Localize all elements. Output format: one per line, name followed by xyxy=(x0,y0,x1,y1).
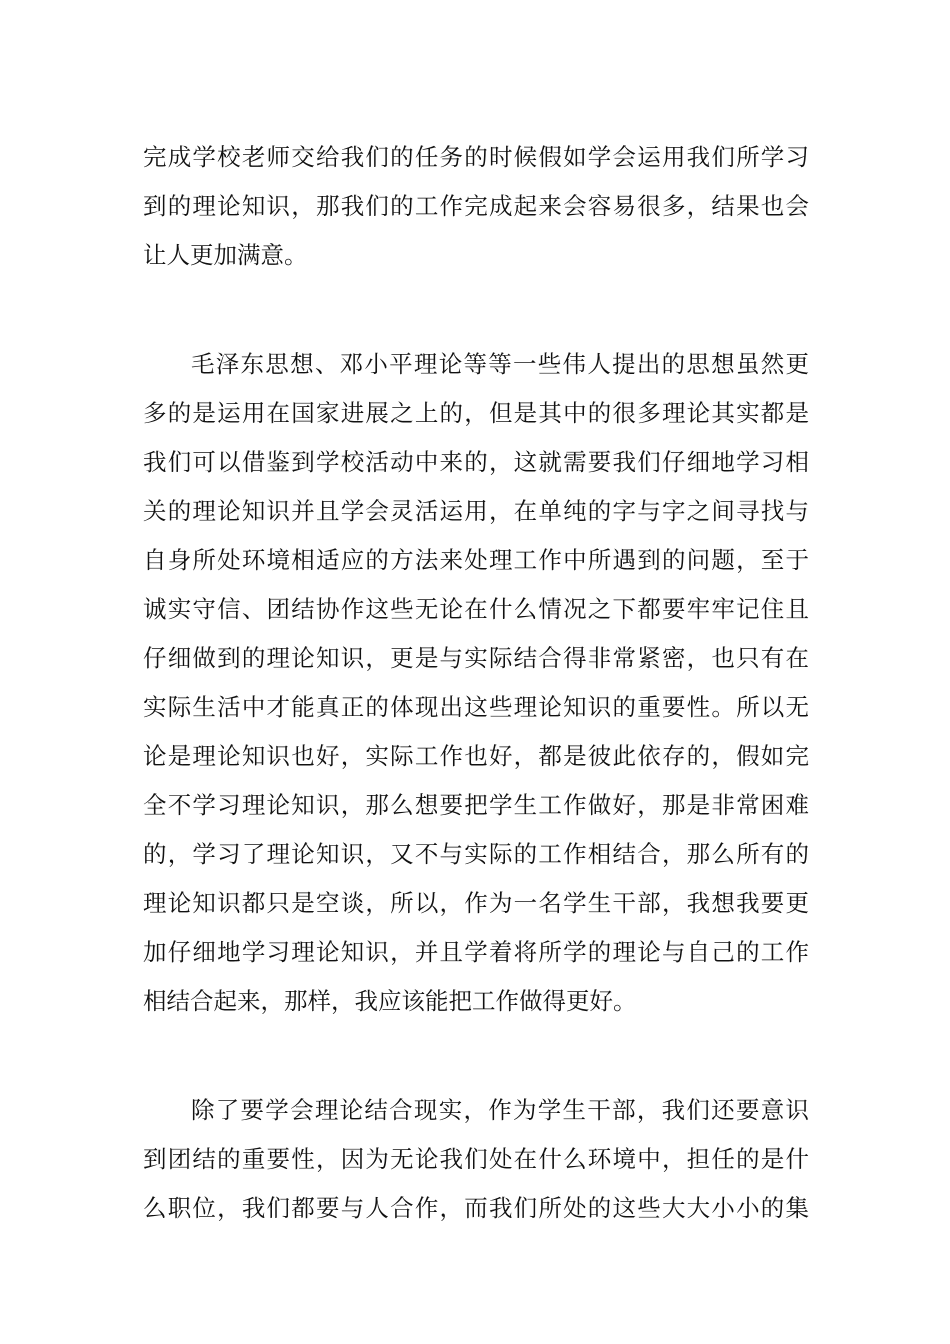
text-line: 实际生活中才能真正的体现出这些理论知识的重要性。所以无 xyxy=(143,693,809,721)
paragraph-2 xyxy=(143,340,809,1026)
text-line: 仔细做到的理论知识，更是与实际结合得非常紧密，也只有在 xyxy=(143,644,809,672)
text-line: 到团结的重要性，因为无论我们处在什么环境中，担任的是什 xyxy=(143,1145,809,1173)
text-line: 让人更加满意。 xyxy=(143,241,308,269)
text-line: 全不学习理论知识，那么想要把学生工作做好，那是非常困难 xyxy=(143,791,809,819)
document-body xyxy=(143,133,809,1233)
text-line: 诚实守信、团结协作这些无论在什么情况之下都要牢牢记住且 xyxy=(143,595,809,623)
paragraph-1 xyxy=(143,133,809,280)
text-line: 的，学习了理论知识，又不与实际的工作相结合，那么所有的 xyxy=(143,840,809,868)
paragraph-spacer xyxy=(143,1026,809,1086)
paragraph-spacer xyxy=(143,280,809,340)
text-line: 理论知识都只是空谈，所以，作为一名学生干部，我想我要更 xyxy=(143,889,809,917)
text-line: 加仔细地学习理论知识，并且学着将所学的理论与自己的工作 xyxy=(143,938,809,966)
text-line: 除了要学会理论结合现实，作为学生干部，我们还要意识 xyxy=(191,1096,809,1124)
text-line: 相结合起来，那样，我应该能把工作做得更好。 xyxy=(143,987,637,1015)
text-line: 完成学校老师交给我们的任务的时候假如学会运用我们所学习 xyxy=(143,143,809,171)
text-line: 我们可以借鉴到学校活动中来的，这就需要我们仔细地学习相 xyxy=(143,448,809,476)
text-line: 毛泽东思想、邓小平理论等等一些伟人提出的思想虽然更 xyxy=(191,350,809,378)
paragraph-3 xyxy=(143,1086,809,1233)
text-line: 么职位，我们都要与人合作，而我们所处的这些大大小小的集 xyxy=(143,1194,809,1222)
text-line: 关的理论知识并且学会灵活运用，在单纯的字与字之间寻找与 xyxy=(143,497,809,525)
text-line: 多的是运用在国家进展之上的，但是其中的很多理论其实都是 xyxy=(143,399,809,427)
text-line: 到的理论知识，那我们的工作完成起来会容易很多，结果也会 xyxy=(143,192,809,220)
text-line: 论是理论知识也好，实际工作也好，都是彼此依存的，假如完 xyxy=(143,742,809,770)
text-line: 自身所处环境相适应的方法来处理工作中所遇到的问题，至于 xyxy=(143,546,809,574)
